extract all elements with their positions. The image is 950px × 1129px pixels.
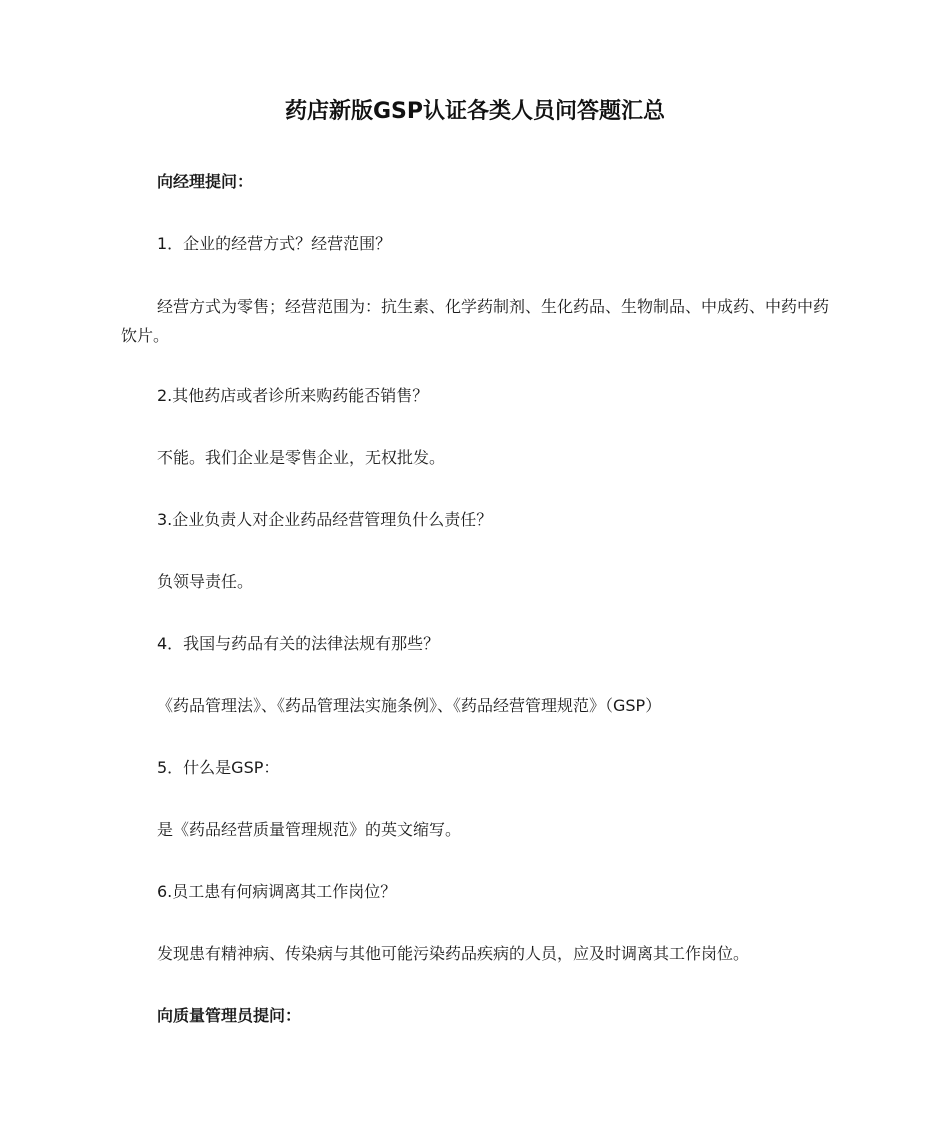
document-title: 药店新版GSP认证各类人员问答题汇总 — [284, 99, 666, 124]
question-4: 4．我国与药品有关的法律法规有那些？ — [157, 634, 440, 653]
question-6: 6.员工患有何病调离其工作岗位？ — [157, 882, 397, 901]
question-3: 3.企业负责人对企业药品经营管理负什么责任？ — [157, 510, 493, 529]
question-5: 5．什么是GSP： — [157, 758, 280, 777]
section-heading-quality-manager: 向质量管理员提问： — [157, 1006, 302, 1025]
answer-4: 《药品管理法》、《药品管理法实施条例》、《药品经营管理规范》（GSP） — [157, 696, 662, 715]
question-1: 1．企业的经营方式？经营范围？ — [157, 234, 392, 253]
answer-2: 不能。我们企业是零售企业，无权批发。 — [157, 448, 446, 467]
section-heading-manager: 向经理提问： — [157, 172, 254, 191]
answer-1: 经营方式为零售；经营范围为：抗生素、化学药制剂、生化药品、生物制品、中成药、中药中药饮片。 — [121, 297, 830, 345]
answer-3: 负领导责任。 — [157, 572, 254, 591]
answer-6: 发现患有精神病、传染病与其他可能污染药品疾病的人员，应及时调离其工作岗位。 — [157, 944, 750, 963]
question-2: 2.其他药店或者诊所来购药能否销售？ — [157, 386, 429, 405]
answer-5: 是《药品经营质量管理规范》的英文缩写。 — [157, 820, 462, 839]
